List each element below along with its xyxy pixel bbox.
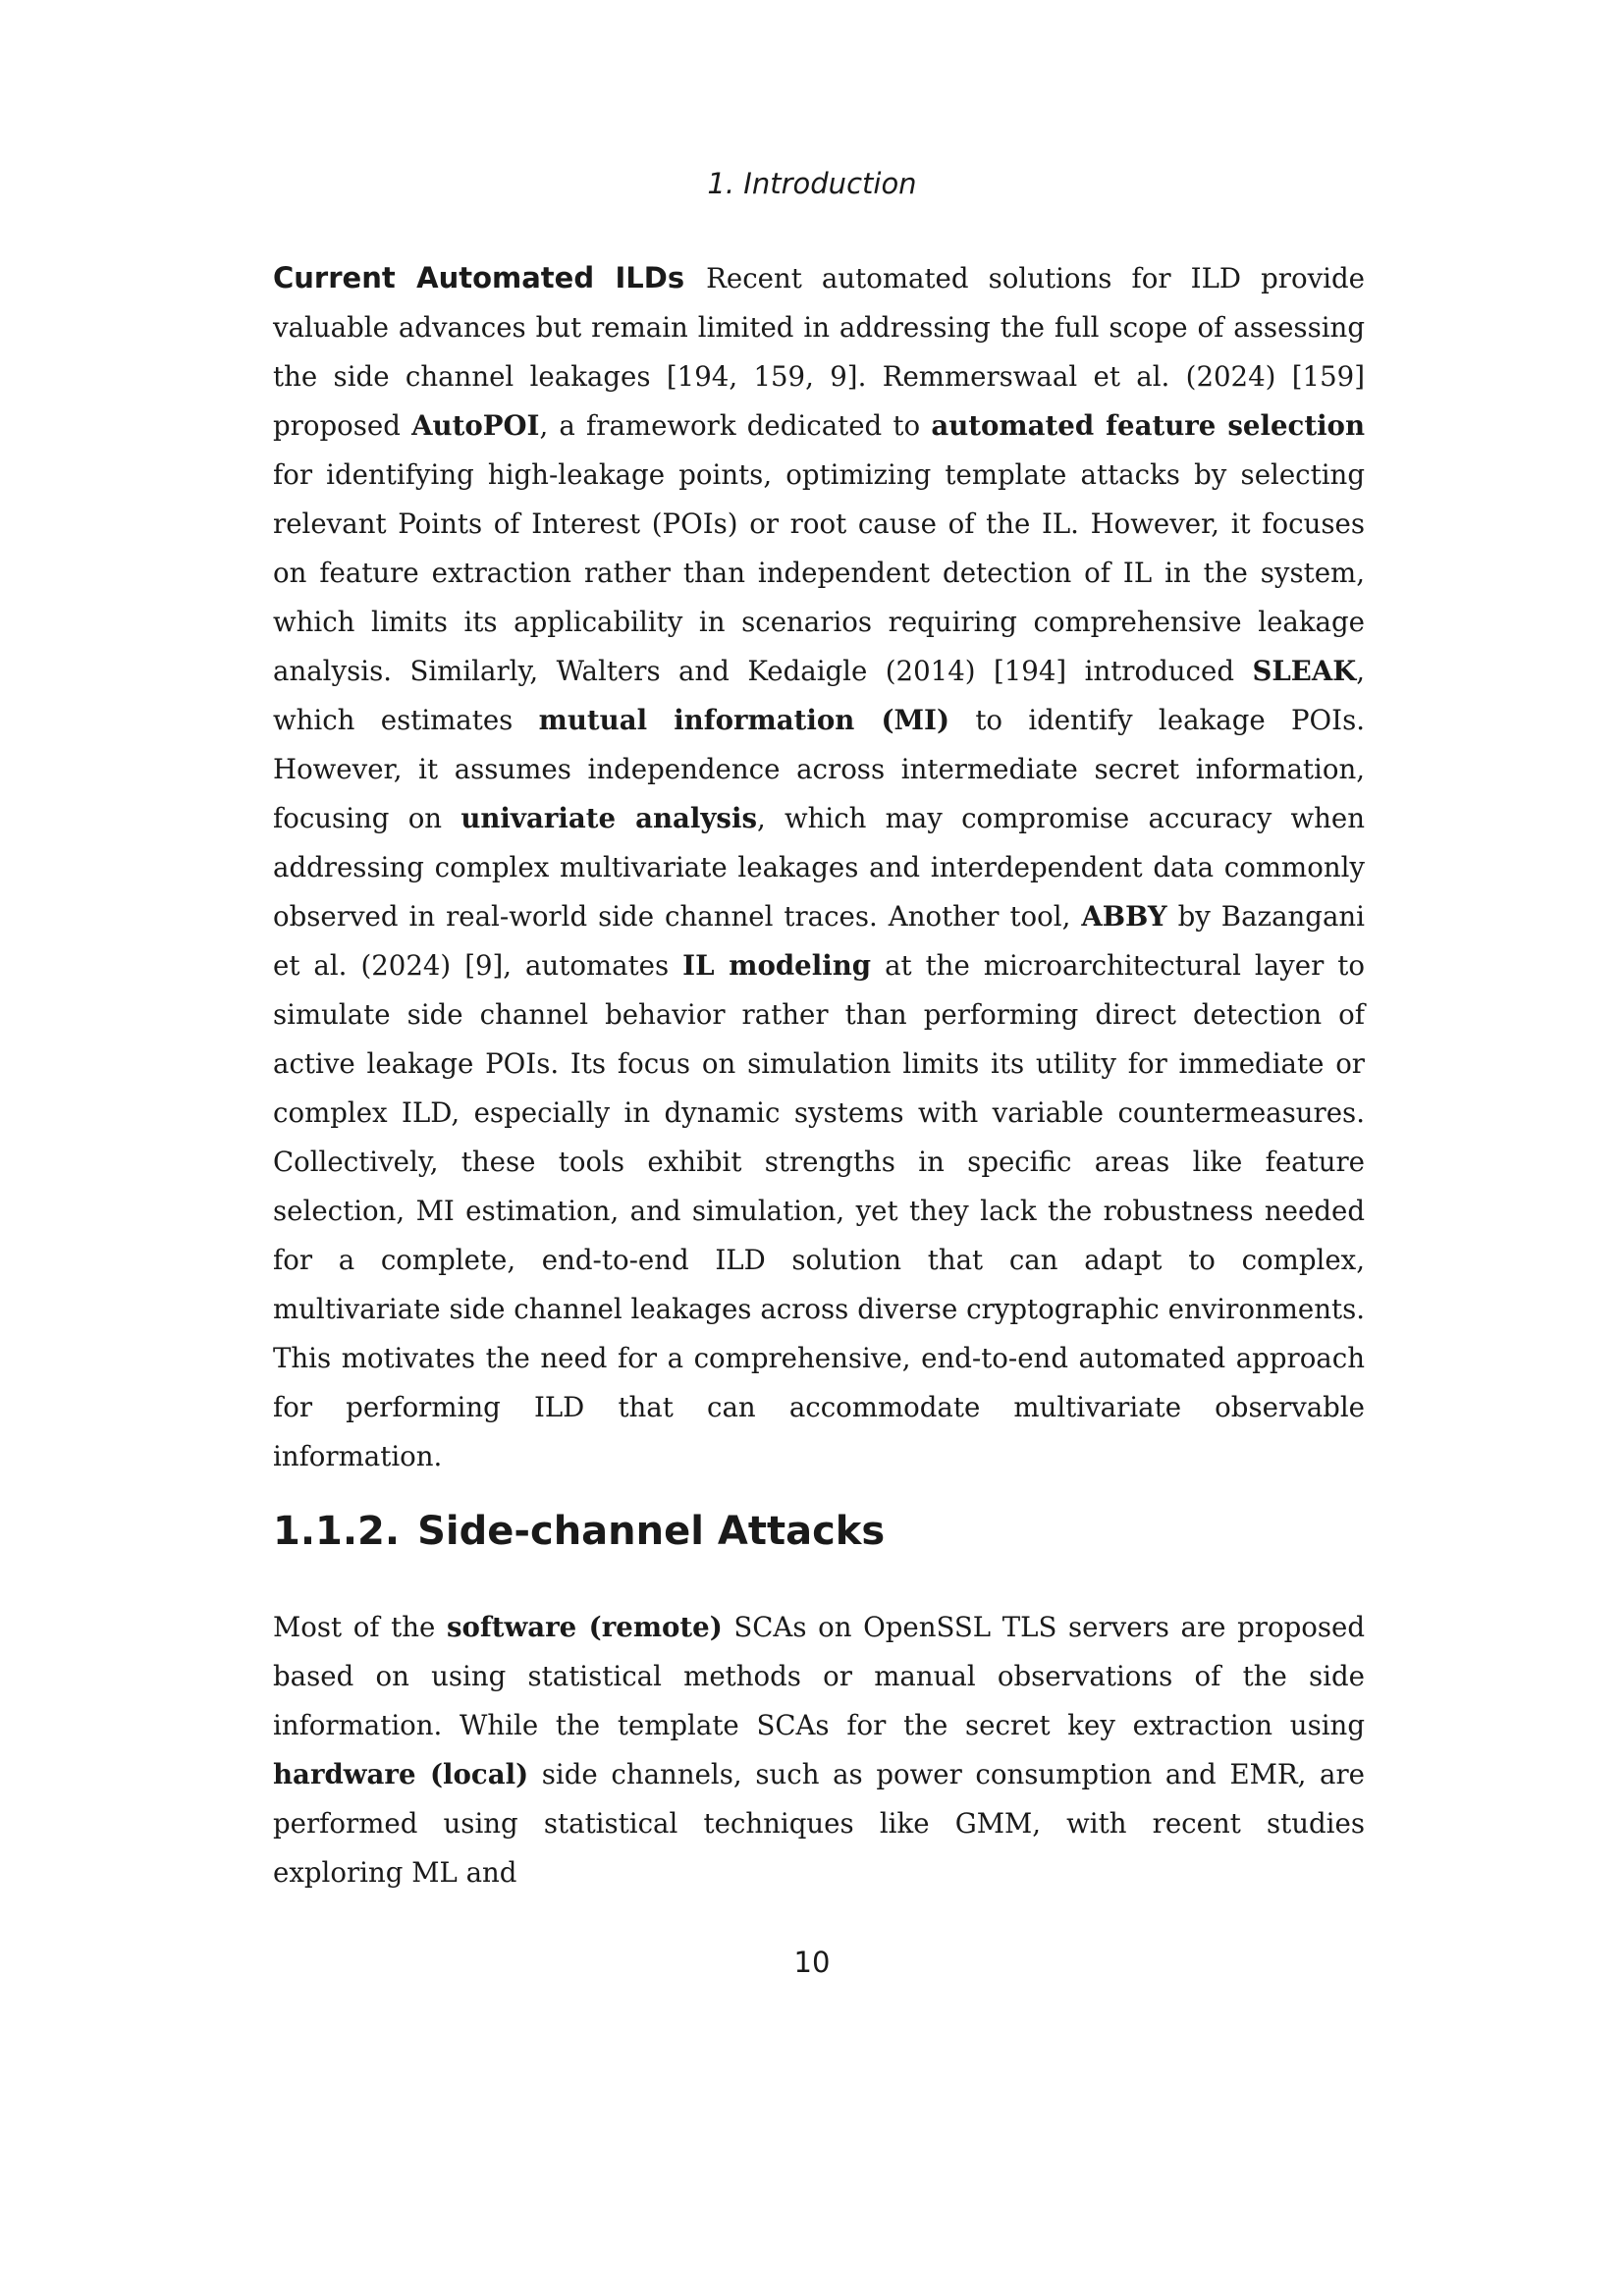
text-run: Recent automated solutions for ILD provide valuable advances but remain limited in addressing the full scope of assessing the side channel leakages [194, 159, 9]. Remmerswaal et al. (2024) [159] proposed: [273, 262, 1365, 442]
bold-term-automated-feature-selection: automated feature selection: [931, 409, 1366, 442]
text-run: at the microarchitectural layer to simulate side channel behavior rather than performing direct detection of active leakage POIs. Its focus on simulation limits its utility for immediate or complex ILD, especially in dynamic systems with variable countermeasures. Collectively, these tools exhibit strengths in specific areas like feature selection, MI estimation, and simulation, yet they lack the robustness needed for a complete, end-to-end ILD solution that can adapt to complex, multivariate side channel leakages across diverse cryptographic environments. This motivates the need for a comprehensive, end-to-end automated approach for performing ILD that can accommodate multivariate observable information.: [273, 949, 1365, 1472]
text-run: by Bazangani et al. (2024) [9], automates: [273, 900, 1365, 982]
text-run: side channels, such as power consumption and EMR, are performed using statistical techniques like GMM, with recent studies exploring ML and: [273, 1758, 1365, 1889]
text-run: SCAs on OpenSSL TLS servers are proposed based on using statistical methods or manual observations of the side information. While the template SCAs for the secret key extraction using: [273, 1611, 1366, 1741]
text-run: to identify leakage POIs. However, it assumes independence across intermediate secret information, focusing on: [273, 704, 1366, 834]
bold-term-software-remote: software (remote): [446, 1611, 723, 1643]
paragraph-current-automated-ilds: [273, 253, 1365, 1481]
text-run: for identifying high-leakage points, optimizing template attacks by selecting relevant Points of Interest (POIs) or root cause of the IL. However, it focuses on feature extraction rather than independent detection of IL in the system, which limits its applicability in scenarios requiring comprehensive leakage analysis. Similarly, Walters and Kedaigle (2014) [194] introduced: [273, 458, 1365, 687]
bold-term-sleak: SLEAK: [1252, 655, 1357, 687]
paragraph-heading: Current Automated ILDs: [273, 261, 685, 294]
bold-term-univariate-analysis: univariate analysis: [460, 802, 757, 834]
bold-term-il-modeling: IL modeling: [682, 949, 872, 982]
bold-term-mutual-information: mutual information (MI): [538, 704, 950, 736]
section-title: Side-channel Attacks: [417, 1509, 886, 1554]
section-heading: [273, 1504, 885, 1559]
paragraph-side-channel-attacks: [273, 1603, 1365, 1897]
running-header: 1. Introduction: [707, 167, 917, 200]
text-run: Most of the: [273, 1611, 447, 1643]
bold-term-hardware-local: hardware (local): [273, 1758, 529, 1790]
page-number: 10: [793, 1946, 831, 1979]
text-run: , a framework dedicated to: [539, 409, 932, 442]
text-run: , which estimates: [273, 655, 1365, 736]
bold-term-abby: ABBY: [1081, 900, 1167, 933]
text-run: , which may compromise accuracy when addressing complex multivariate leakages and interdependent data commonly observed in real-world side channel traces. Another tool,: [273, 802, 1366, 933]
bold-term-autopoi: AutoPOI: [411, 409, 540, 442]
section-number: 1.1.2.: [273, 1509, 401, 1554]
